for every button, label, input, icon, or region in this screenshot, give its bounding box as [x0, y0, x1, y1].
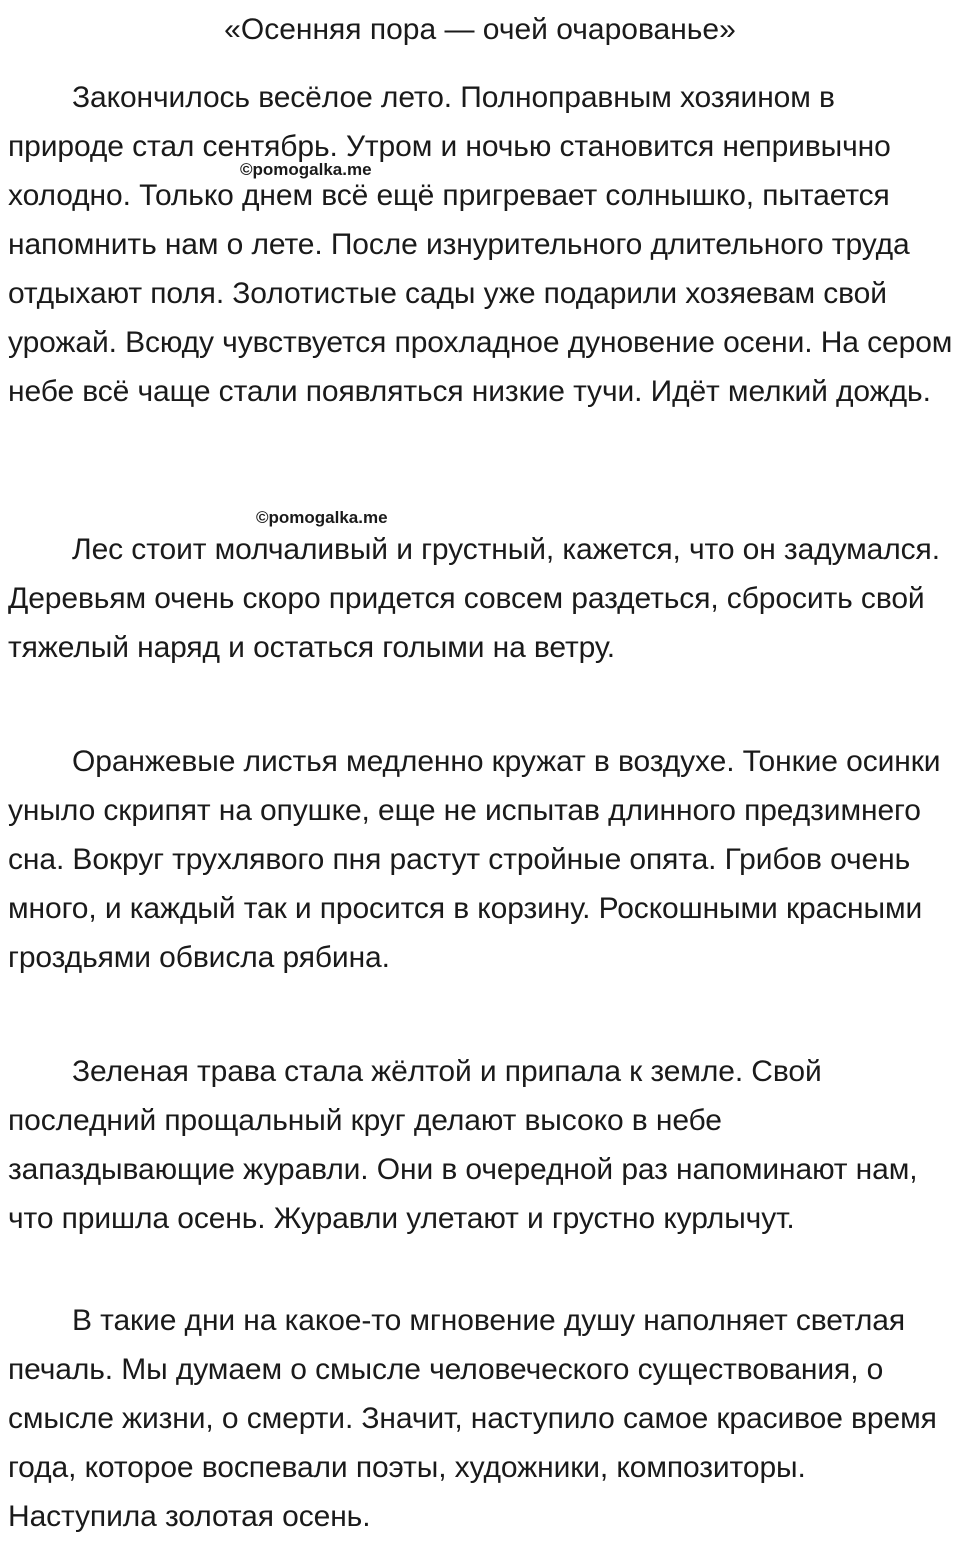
paragraph-2: Лес стоит молчаливый и грустный, кажется, что он задумался. Деревьям очень скоро придется совсем раздеться, сбросить свой тяжелый наряд и остаться голыми на ветру. — [8, 533, 940, 664]
paragraph-4: Зеленая трава стала жёлтой и припала к земле. Свой последний прощальный круг делают высоко в небе запаздывающие журавли. Они в очередной раз напоминают нам, что пришла осень. Журавли улетают и грустно курлычут. — [8, 1055, 918, 1235]
document-title: «Осенняя пора — очей очарованье» — [224, 13, 736, 46]
paragraph-5: В такие дни на какое-то мгновение душу наполняет светлая печаль. Мы думаем о смысле человеческого существования, о смысле жизни, о смерти. Значит, наступило самое красивое время года, которое воспевали поэты, художники, композиторы. Наступила золотая осень. — [8, 1304, 937, 1533]
watermark-text: ©pomogalka.me — [240, 160, 372, 179]
watermark-text: ©pomogalka.me — [256, 508, 388, 527]
paragraph-1: Закончилось весёлое лето. Полноправным хозяином в природе стал сентябрь. Утром и ночью становится непривычно холодно. Только днем всё ещё пригревает солнышко, пытается напомнить нам о лете. После изнурительного длительного труда отдыхают поля. Золотистые сады уже подарили хозяевам свой урожай. Всюду чувствуется прохладное дуновение осени. На сером небе всё чаще стали появляться низкие тучи. Идёт мелкий дождь. — [8, 81, 953, 408]
paragraph-3: Оранжевые листья медленно кружат в воздухе. Тонкие осинки уныло скрипят на опушке, еще не испытав длинного предзимнего сна. Вокруг трухлявого пня растут стройные опята. Грибов очень много, и каждый так и просится в корзину. Роскошными красными гроздьями обвисла рябина. — [8, 745, 941, 974]
